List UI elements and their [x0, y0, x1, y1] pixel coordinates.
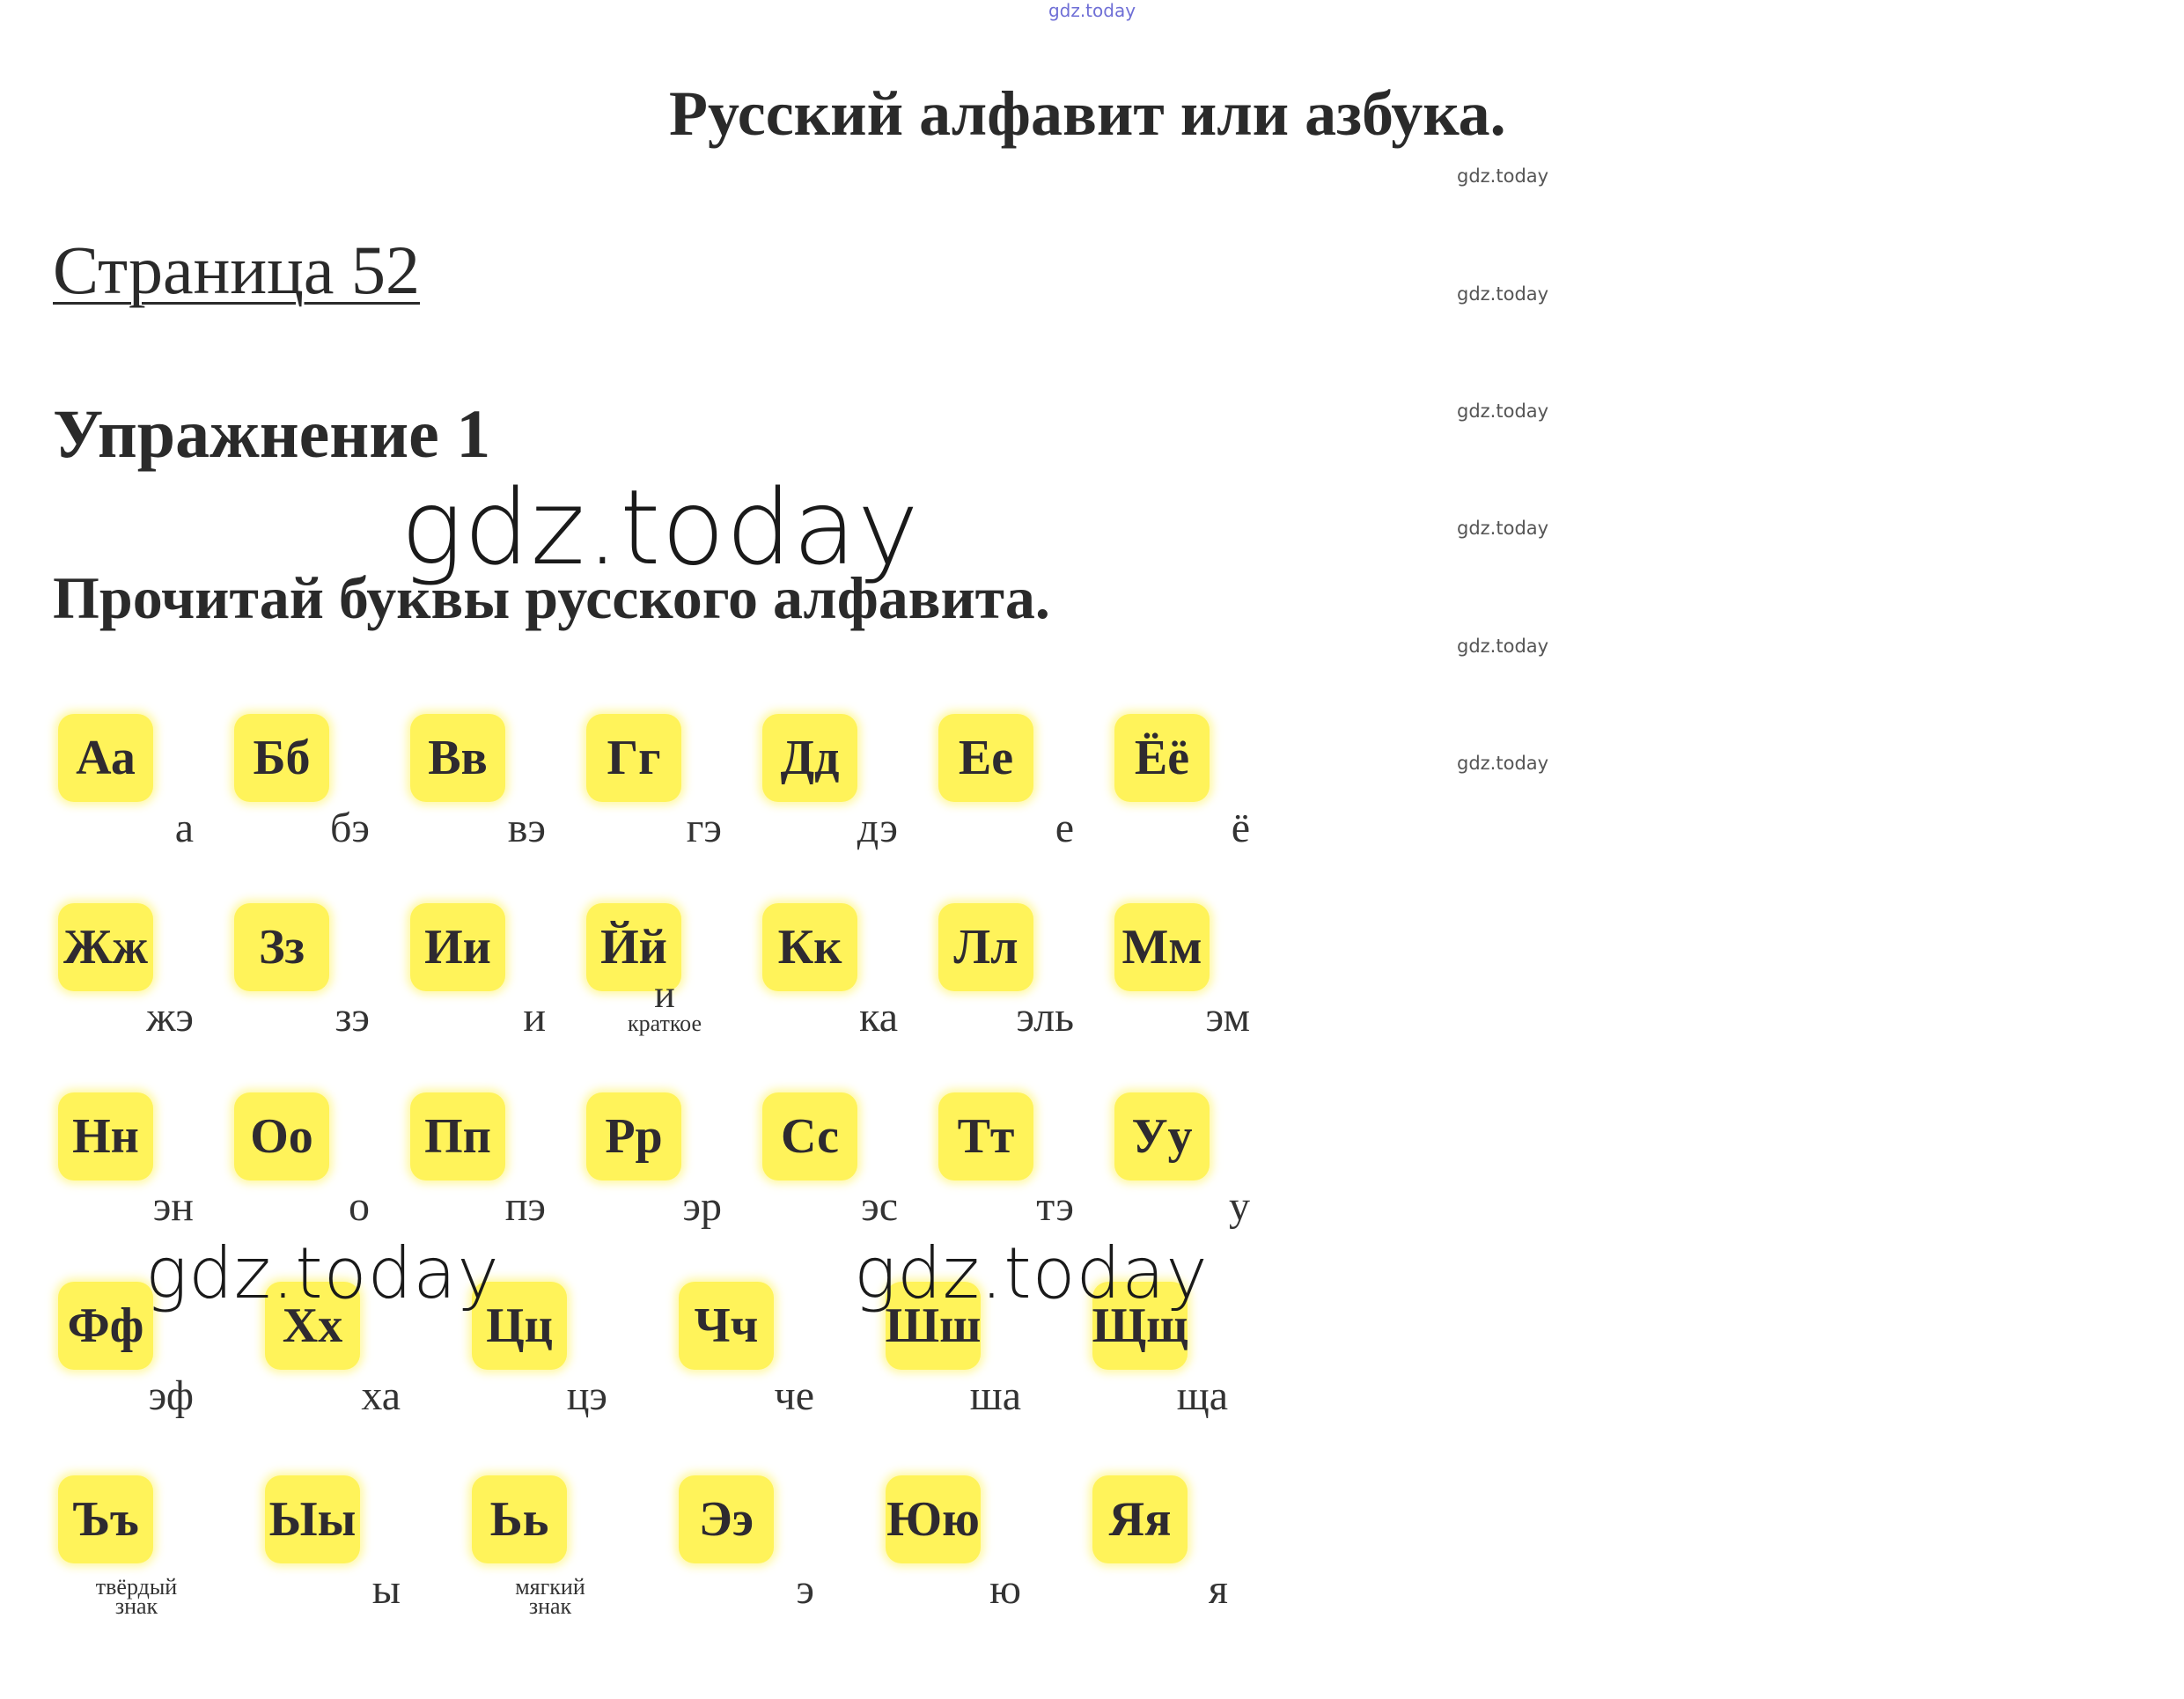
letter-tile: Пп [410, 1092, 505, 1180]
letter-name: а [174, 805, 194, 851]
letter-tile: Мм [1114, 903, 1210, 991]
letter-tile: Зз [234, 903, 329, 991]
letter-tile: Дд [762, 714, 857, 802]
alphabet-letter-cell [53, 898, 202, 1056]
alphabet-letter-cell [405, 1087, 555, 1246]
letter-name: пэ [504, 1183, 546, 1230]
letter-tile: Хх [265, 1282, 360, 1370]
letter-tile: Аа [58, 714, 153, 802]
letter-name: твёрдый знак [95, 1574, 178, 1619]
side-watermark: gdz.today [1457, 636, 1549, 657]
letter-name: ю [989, 1566, 1021, 1613]
letter-name: ща [1176, 1372, 1228, 1419]
alphabet-letter-cell [757, 1087, 907, 1246]
alphabet-letter-cell [933, 1087, 1083, 1246]
letter-tile: Уу [1114, 1092, 1210, 1180]
alphabet-letter-cell [53, 1087, 202, 1246]
letter-tile: Ыы [265, 1475, 360, 1563]
letter-tile: Бб [234, 714, 329, 802]
letter-name: о [349, 1183, 370, 1230]
letter-tile: Йй [586, 903, 681, 991]
alphabet-letter-cell [757, 709, 907, 867]
exercise-title: Упражнение 1 [53, 395, 491, 472]
letter-tile: Чч [679, 1282, 774, 1370]
letter-name: е [1055, 805, 1074, 851]
letter-name: ы [371, 1566, 401, 1613]
letter-name: э [796, 1566, 814, 1613]
letter-name: эн [152, 1183, 194, 1230]
letter-tile: Юю [886, 1475, 981, 1563]
letter-tile: Ъъ [58, 1475, 153, 1563]
letter-tile: Фф [58, 1282, 153, 1370]
side-watermark: gdz.today [1457, 165, 1549, 187]
side-watermark: gdz.today [1457, 753, 1549, 774]
letter-tile: Ьь [472, 1475, 567, 1563]
alphabet-letter-cell [933, 898, 1083, 1056]
letter-name: цэ [566, 1372, 607, 1419]
letter-name: ша [969, 1372, 1021, 1419]
letter-tile: Сс [762, 1092, 857, 1180]
letter-tile: Лл [938, 903, 1033, 991]
alphabet-letter-cell [229, 1087, 379, 1246]
letter-name: ка [859, 994, 898, 1041]
side-watermark: gdz.today [1457, 283, 1549, 305]
letter-name: эм [1205, 994, 1250, 1041]
alphabet-letter-cell [673, 1276, 823, 1435]
overlay-watermark: gdz.today [401, 467, 920, 588]
alphabet-chart [53, 709, 1250, 1642]
alphabet-letter-cell [880, 1470, 1030, 1629]
letter-name: эль [1016, 994, 1074, 1041]
letter-name: че [774, 1372, 814, 1419]
letter-name: и краткое [627, 973, 702, 1036]
alphabet-letter-cell [405, 898, 555, 1056]
alphabet-letter-cell [1109, 898, 1259, 1056]
alphabet-letter-cell [581, 898, 731, 1056]
letter-tile: Щщ [1092, 1282, 1188, 1370]
alphabet-letter-cell [1109, 709, 1259, 867]
letter-tile: Ээ [679, 1475, 774, 1563]
letter-tile: Кк [762, 903, 857, 991]
alphabet-letter-cell [581, 709, 731, 867]
alphabet-letter-cell [53, 709, 202, 867]
letter-tile: Гг [586, 714, 681, 802]
alphabet-letter-cell [757, 898, 907, 1056]
letter-tile: Рр [586, 1092, 681, 1180]
page-number-heading: Страница 52 [53, 232, 421, 308]
alphabet-letter-cell [53, 1470, 202, 1629]
letter-name: гэ [686, 805, 722, 851]
top-watermark: gdz.today [1048, 0, 1136, 21]
alphabet-letter-cell [673, 1470, 823, 1629]
letter-name: мягкий знак [515, 1574, 585, 1619]
alphabet-letter-cell [229, 709, 379, 867]
letter-tile: Цц [472, 1282, 567, 1370]
alphabet-letter-cell [405, 709, 555, 867]
letter-name: бэ [329, 805, 370, 851]
alphabet-letter-cell [1087, 1470, 1237, 1629]
letter-name: эр [682, 1183, 722, 1230]
letter-tile: Жж [58, 903, 153, 991]
letter-name: ё [1231, 805, 1250, 851]
alphabet-letter-cell [1109, 1087, 1259, 1246]
page-title: Русский алфавит или азбука. [669, 78, 1506, 149]
letter-name: зэ [335, 994, 370, 1041]
letter-tile: Тт [938, 1092, 1033, 1180]
alphabet-letter-cell [933, 709, 1083, 867]
letter-tile: Нн [58, 1092, 153, 1180]
letter-name: ха [361, 1372, 401, 1419]
letter-tile: Ии [410, 903, 505, 991]
letter-name: тэ [1036, 1183, 1074, 1230]
overlay-watermark: gdz.today [854, 1232, 1209, 1314]
letter-name: дэ [857, 805, 898, 851]
letter-tile: Шш [886, 1282, 981, 1370]
letter-tile: Ёё [1114, 714, 1210, 802]
alphabet-letter-cell [260, 1470, 409, 1629]
letter-tile: Оо [234, 1092, 329, 1180]
letter-tile: Яя [1092, 1475, 1188, 1563]
exercise-instruction: Прочитай буквы русского алфавита. [53, 564, 1050, 631]
side-watermark: gdz.today [1457, 518, 1549, 539]
side-watermark: gdz.today [1457, 401, 1549, 422]
letter-name: жэ [146, 994, 194, 1041]
letter-name: эф [148, 1372, 194, 1419]
letter-name: я [1208, 1566, 1228, 1613]
letter-name: вэ [507, 805, 546, 851]
alphabet-letter-cell [581, 1087, 731, 1246]
letter-name: и [523, 994, 546, 1041]
alphabet-letter-cell [229, 898, 379, 1056]
letter-tile: Вв [410, 714, 505, 802]
alphabet-letter-cell [467, 1470, 616, 1629]
letter-tile: Ее [938, 714, 1033, 802]
letter-name: у [1229, 1183, 1250, 1230]
overlay-watermark: gdz.today [145, 1232, 500, 1314]
letter-name: эс [861, 1183, 898, 1230]
